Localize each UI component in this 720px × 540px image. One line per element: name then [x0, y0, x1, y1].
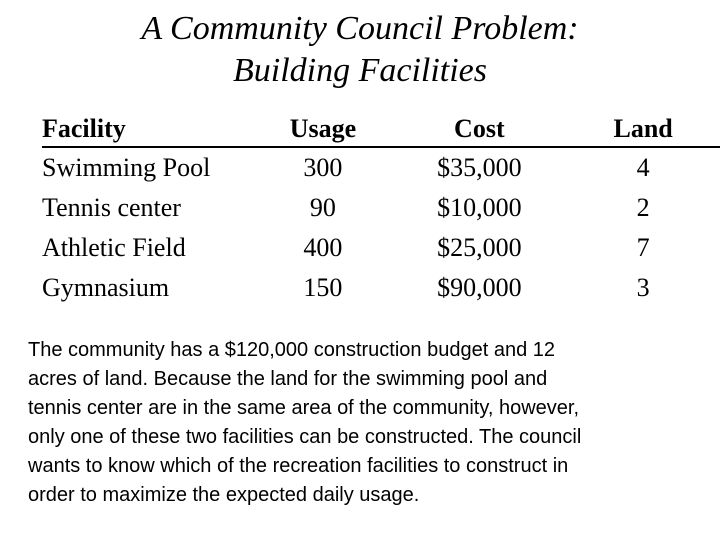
title-line-1: A Community Council Problem: [141, 10, 579, 47]
cell-facility: Athletic Field [42, 233, 186, 262]
problem-description [28, 336, 708, 510]
cell-land: 7 [636, 233, 650, 262]
table-row [42, 268, 720, 308]
cell-land: 4 [636, 153, 650, 182]
table-header-row [42, 110, 720, 147]
paragraph-line: wants to know which of the recreation facilities to construct in [28, 455, 569, 477]
title-line-2: Building Facilities [232, 52, 488, 89]
cell-land: 2 [636, 193, 650, 222]
cell-usage: 300 [303, 153, 343, 182]
cell-facility: Gymnasium [42, 273, 170, 302]
paragraph-line: The community has a $120,000 construction budget and 12 [28, 339, 556, 361]
cell-facility: Tennis center [42, 193, 181, 222]
cell-cost: $25,000 [437, 233, 522, 262]
facilities-table [42, 110, 720, 308]
paragraph-line: tennis center are in the same area of the community, however, [28, 397, 580, 419]
header-facility: Facility [42, 110, 253, 147]
paragraph-line: order to maximize the expected daily usage. [28, 484, 420, 506]
table-row [42, 147, 720, 188]
table-row [42, 228, 720, 268]
cell-usage: 150 [303, 273, 343, 302]
cell-usage: 90 [309, 193, 336, 222]
paragraph-line: acres of land. Because the land for the swimming pool and [28, 368, 548, 390]
paragraph-line: only one of these two facilities can be constructed. The council [28, 426, 582, 448]
cell-facility: Swimming Pool [42, 153, 211, 182]
cell-usage: 400 [303, 233, 343, 262]
cell-cost: $35,000 [437, 153, 522, 182]
header-land: Land [566, 110, 720, 147]
header-usage: Usage [253, 110, 392, 147]
slide-title [0, 8, 720, 92]
cell-land: 3 [636, 273, 650, 302]
cell-cost: $10,000 [437, 193, 522, 222]
cell-cost: $90,000 [437, 273, 522, 302]
header-cost: Cost [392, 110, 566, 147]
table-row [42, 188, 720, 228]
